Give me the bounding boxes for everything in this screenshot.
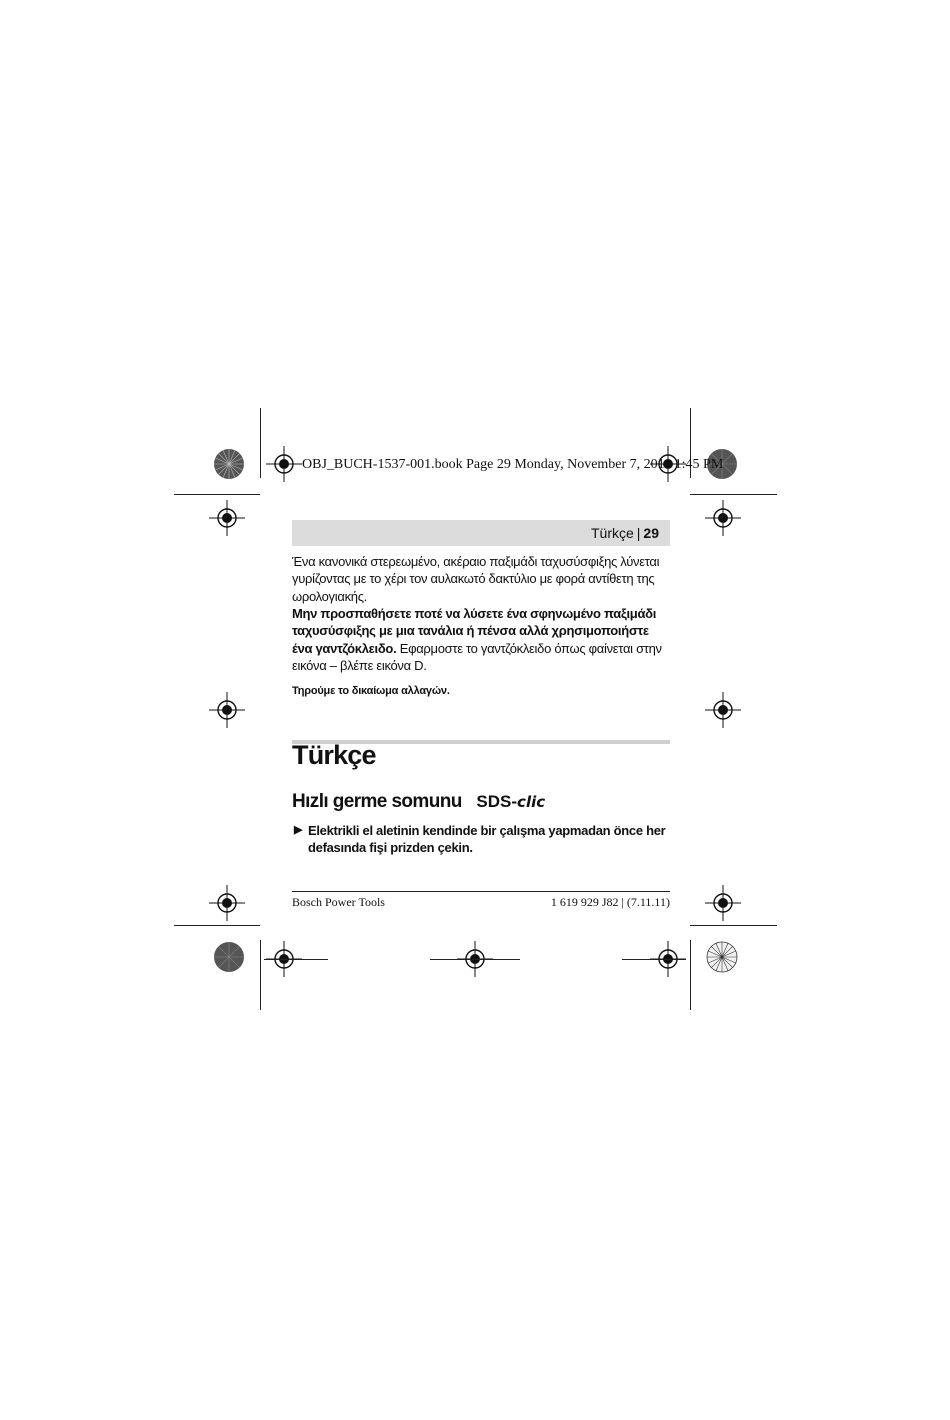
arrow-right-icon: ▶ (294, 824, 303, 836)
running-header (292, 520, 670, 546)
crop-line (264, 959, 328, 960)
sds-clic-logo: SDS-clic (476, 792, 546, 811)
rosette-mark (706, 941, 738, 973)
footer-brand: Bosch Power Tools (292, 895, 385, 909)
crop-line (260, 408, 261, 478)
crop-line (690, 940, 691, 1010)
header-text (591, 525, 659, 541)
header-separator: | (636, 525, 641, 541)
page-number: 29 (643, 525, 659, 541)
greek-note: Τηρούμε το δικαίωμα αλλαγών. (292, 685, 450, 697)
safety-warning (292, 822, 672, 857)
greek-paragraph-2 (292, 605, 672, 674)
registration-mark (209, 500, 245, 536)
rosette-mark (213, 941, 245, 973)
registration-mark (266, 446, 302, 482)
registration-mark (705, 692, 741, 728)
registration-mark (705, 885, 741, 921)
crop-line (622, 959, 686, 960)
rosette-mark (213, 448, 245, 480)
section-subtitle (292, 791, 545, 813)
footer-document-number: 1 619 929 J82 | (7.11.11) (550, 895, 670, 909)
crop-line (174, 925, 260, 926)
header-language: Türkçe (590, 525, 634, 541)
subtitle-text: Hızlı germe somunu (292, 791, 462, 812)
slug-line: OBJ_BUCH-1537-001.book Page 29 Monday, November 7, 2011 1:45 PM (302, 457, 724, 472)
section-title: Türkçe (292, 740, 376, 770)
greek-warning-bold: Μην προσπαθήσετε ποτέ να λύσετε ένα σφηνωμένο παξιμάδι ταχυσύσφιξης με μια τανάλια ή πένσα αλλά χρησιμοποιήστε ένα γαντζόκλειδο. (292, 606, 657, 656)
greek-instruction: Εφαρμοστε το γαντζόκλειδο όπως φαίνεται στην εικόνα – βλέπε εικόνα D. (292, 640, 662, 673)
greek-paragraph-1: Ένα κανονικά στερεωμένο, ακέραιο παξιμάδι ταχυσύσφιξης λύνεται γυρίζοντας με το χέρι τον αυλακωτό δακτύλιο με φορά αντίθετη της ωρολογιακής. (292, 554, 660, 604)
registration-mark (705, 500, 741, 536)
footer-rule (292, 891, 670, 892)
registration-mark (209, 692, 245, 728)
crop-line (174, 494, 260, 495)
crop-line (690, 925, 777, 926)
crop-line (430, 959, 520, 960)
warning-text: Elektrikli el aletinin kendinde bir çalışma yapmadan önce her defasında fişi prizden çekin. (308, 823, 666, 856)
registration-mark (209, 885, 245, 921)
crop-line (690, 494, 777, 495)
crop-line (260, 940, 261, 1010)
